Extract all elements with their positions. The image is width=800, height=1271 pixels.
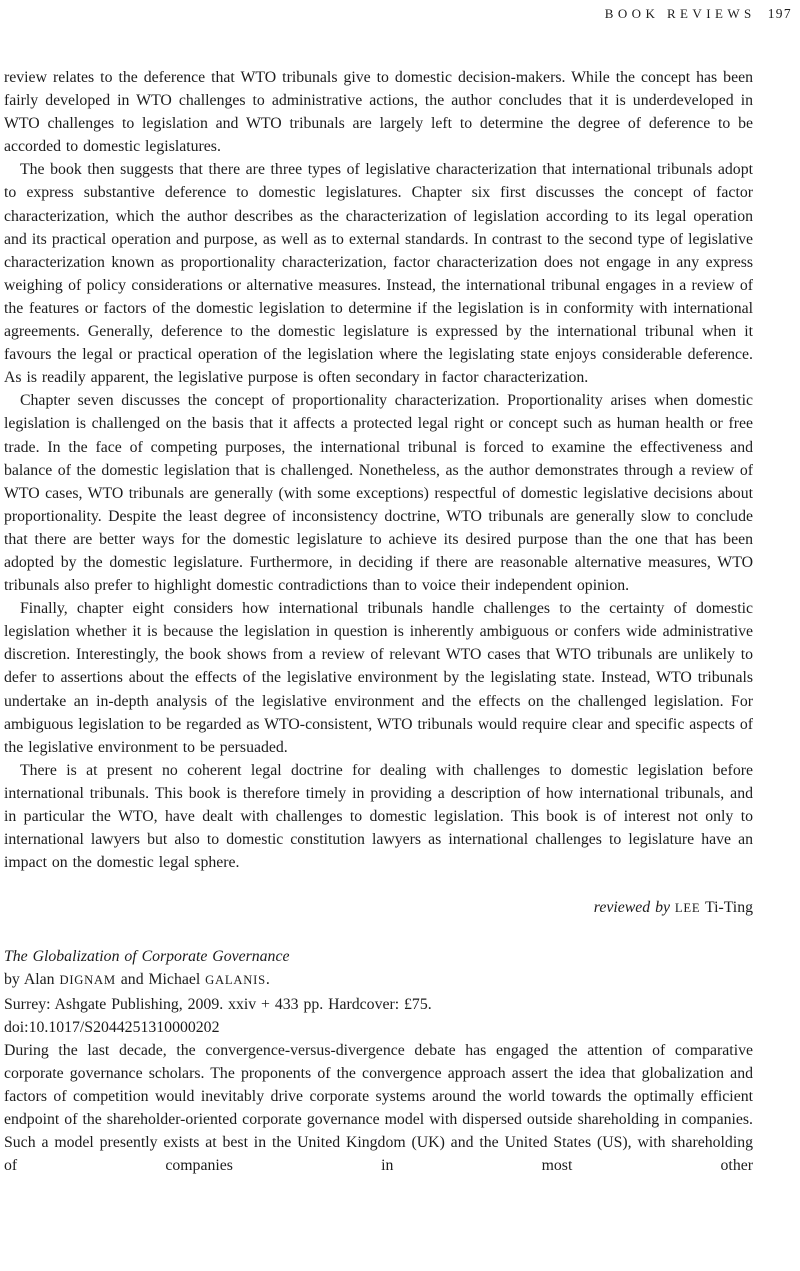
wto-review-paragraph-3: Chapter seven discusses the concept of proportionality characterization. Proportionality arises when domestic legislation is challenged on the basis that it affects a protected legal right or concept such as human health or free trade. In the face of competing purposes, the international tribunal is forced to examine the effectiveness and balance of the domestic legislation that is challenged. Nonetheless, as the author demonstrates through a review of WTO cases, WTO tribunals are generally (with some exceptions) respectful of domestic legislative decisions about proportionality. Despite the least degree of inconsistency doctrine, WTO tribunals are generally slow to conclude that there are better ways for the domestic legislature to achieve its desired purpose than the one that has been adopted by the domestic legislature. Furthermore, in deciding if there are reasonable alternative measures, WTO tribunals also prefer to highlight domestic contradictions than to voice their independent opinion. — [4, 392, 753, 595]
author2-surname: GALANIS — [205, 973, 266, 988]
page-number: 197 — [767, 6, 792, 21]
publication-line: Surrey: Ashgate Publishing, 2009. xxiv + 433 pp. Hardcover: £75. — [4, 995, 432, 1013]
book-byline — [4, 968, 753, 992]
book-heading — [4, 945, 753, 1038]
wto-review-paragraph-2: The book then suggests that there are three types of legislative characterization that international tribunals adopt to express substantive deference to domestic legislatures. Chapter six first discusses the concept of factor characterization, which the author describes as the characterization of legislation according to its legal operation and its practical operation and purpose, as well as to external standards. In contrast to the second type of legislative characterization known as proportionality characterization, factor characterization does not engage in any express weighing of policy considerations or alternative measures. Instead, the international tribunal engages in a review of the features or factors of the domestic legislation to determine if the legislation is in conformity with international agreements. Generally, deference to the domestic legislature is expressed by the international tribunal when it favours the legal or practical operation of the legislation where the legislating state enjoys considerable deference. As is readily apparent, the legislative purpose is often secondary in factor characterization. — [4, 161, 753, 387]
running-title: BOOK REVIEWS — [604, 6, 756, 21]
book-title: The Globalization of Corporate Governance — [4, 948, 290, 966]
reviewed-by-label: reviewed by — [593, 899, 671, 917]
doi-line: doi:10.1017/S2044251310000202 — [4, 1018, 220, 1036]
byline-prefix: by Alan — [4, 971, 55, 989]
page-header — [0, 0, 800, 22]
page-body — [4, 66, 753, 1177]
byline-period: . — [265, 971, 270, 989]
reviewer-surname: LEE — [674, 901, 701, 916]
wto-review-paragraph-5: There is at present no coherent legal doctrine for dealing with challenges to domestic legislation before international tribunals. This book is therefore timely in providing a description of how international tribunals, and in particular the WTO, have dealt with challenges to domestic legislation. This book is of interest not only to international lawyers but also to domestic constitution lawyers as international challenges to legislature have an impact on the domestic legal sphere. — [4, 761, 753, 872]
author1-surname: DIGNAM — [59, 973, 116, 988]
wto-review-paragraph-1: review relates to the deference that WTO tribunals give to domestic decision-makers. While the concept has been fairly developed in WTO challenges to administrative actions, the author concludes that it is underdeveloped in WTO challenges to legislation and WTO tribunals are largely left to determine the degree of deference to be accorded to domestic legislatures. — [4, 69, 753, 156]
byline-connector: and Michael — [120, 971, 201, 989]
wto-review-paragraph-4: Finally, chapter eight considers how international tribunals handle challenges to the certainty of domestic legislation whether it is because the legislation in question is inherently ambiguous or confers wide administrative discretion. Interestingly, the book shows from a review of relevant WTO cases that WTO tribunals are unlikely to defer to assertions about the effects of the legislative environment by the legislating state. Instead, WTO tribunals undertake an in-depth analysis of the legislative environment and the effects on the challenged legislation. For ambiguous legislation to be regarded as WTO-consistent, WTO tribunals would require clear and specific aspects of the legislative environment to be persuaded. — [4, 600, 753, 756]
globalization-review-paragraph-1: During the last decade, the convergence-versus-divergence debate has engaged the attention of comparative corporate governance scholars. The proponents of the convergence approach assert the idea that globalization and factors of competition would inevitably drive corporate systems around the world towards the optimally efficient endpoint of the shareholder-oriented corporate governance model with dispersed outside shareholding in companies. Such a model presently exists at best in the United Kingdom (UK) and the United States (US), with shareholding of companies in most other — [4, 1041, 753, 1175]
reviewer-given-name: Ti-Ting — [704, 899, 753, 917]
reviewer-line — [4, 896, 753, 920]
